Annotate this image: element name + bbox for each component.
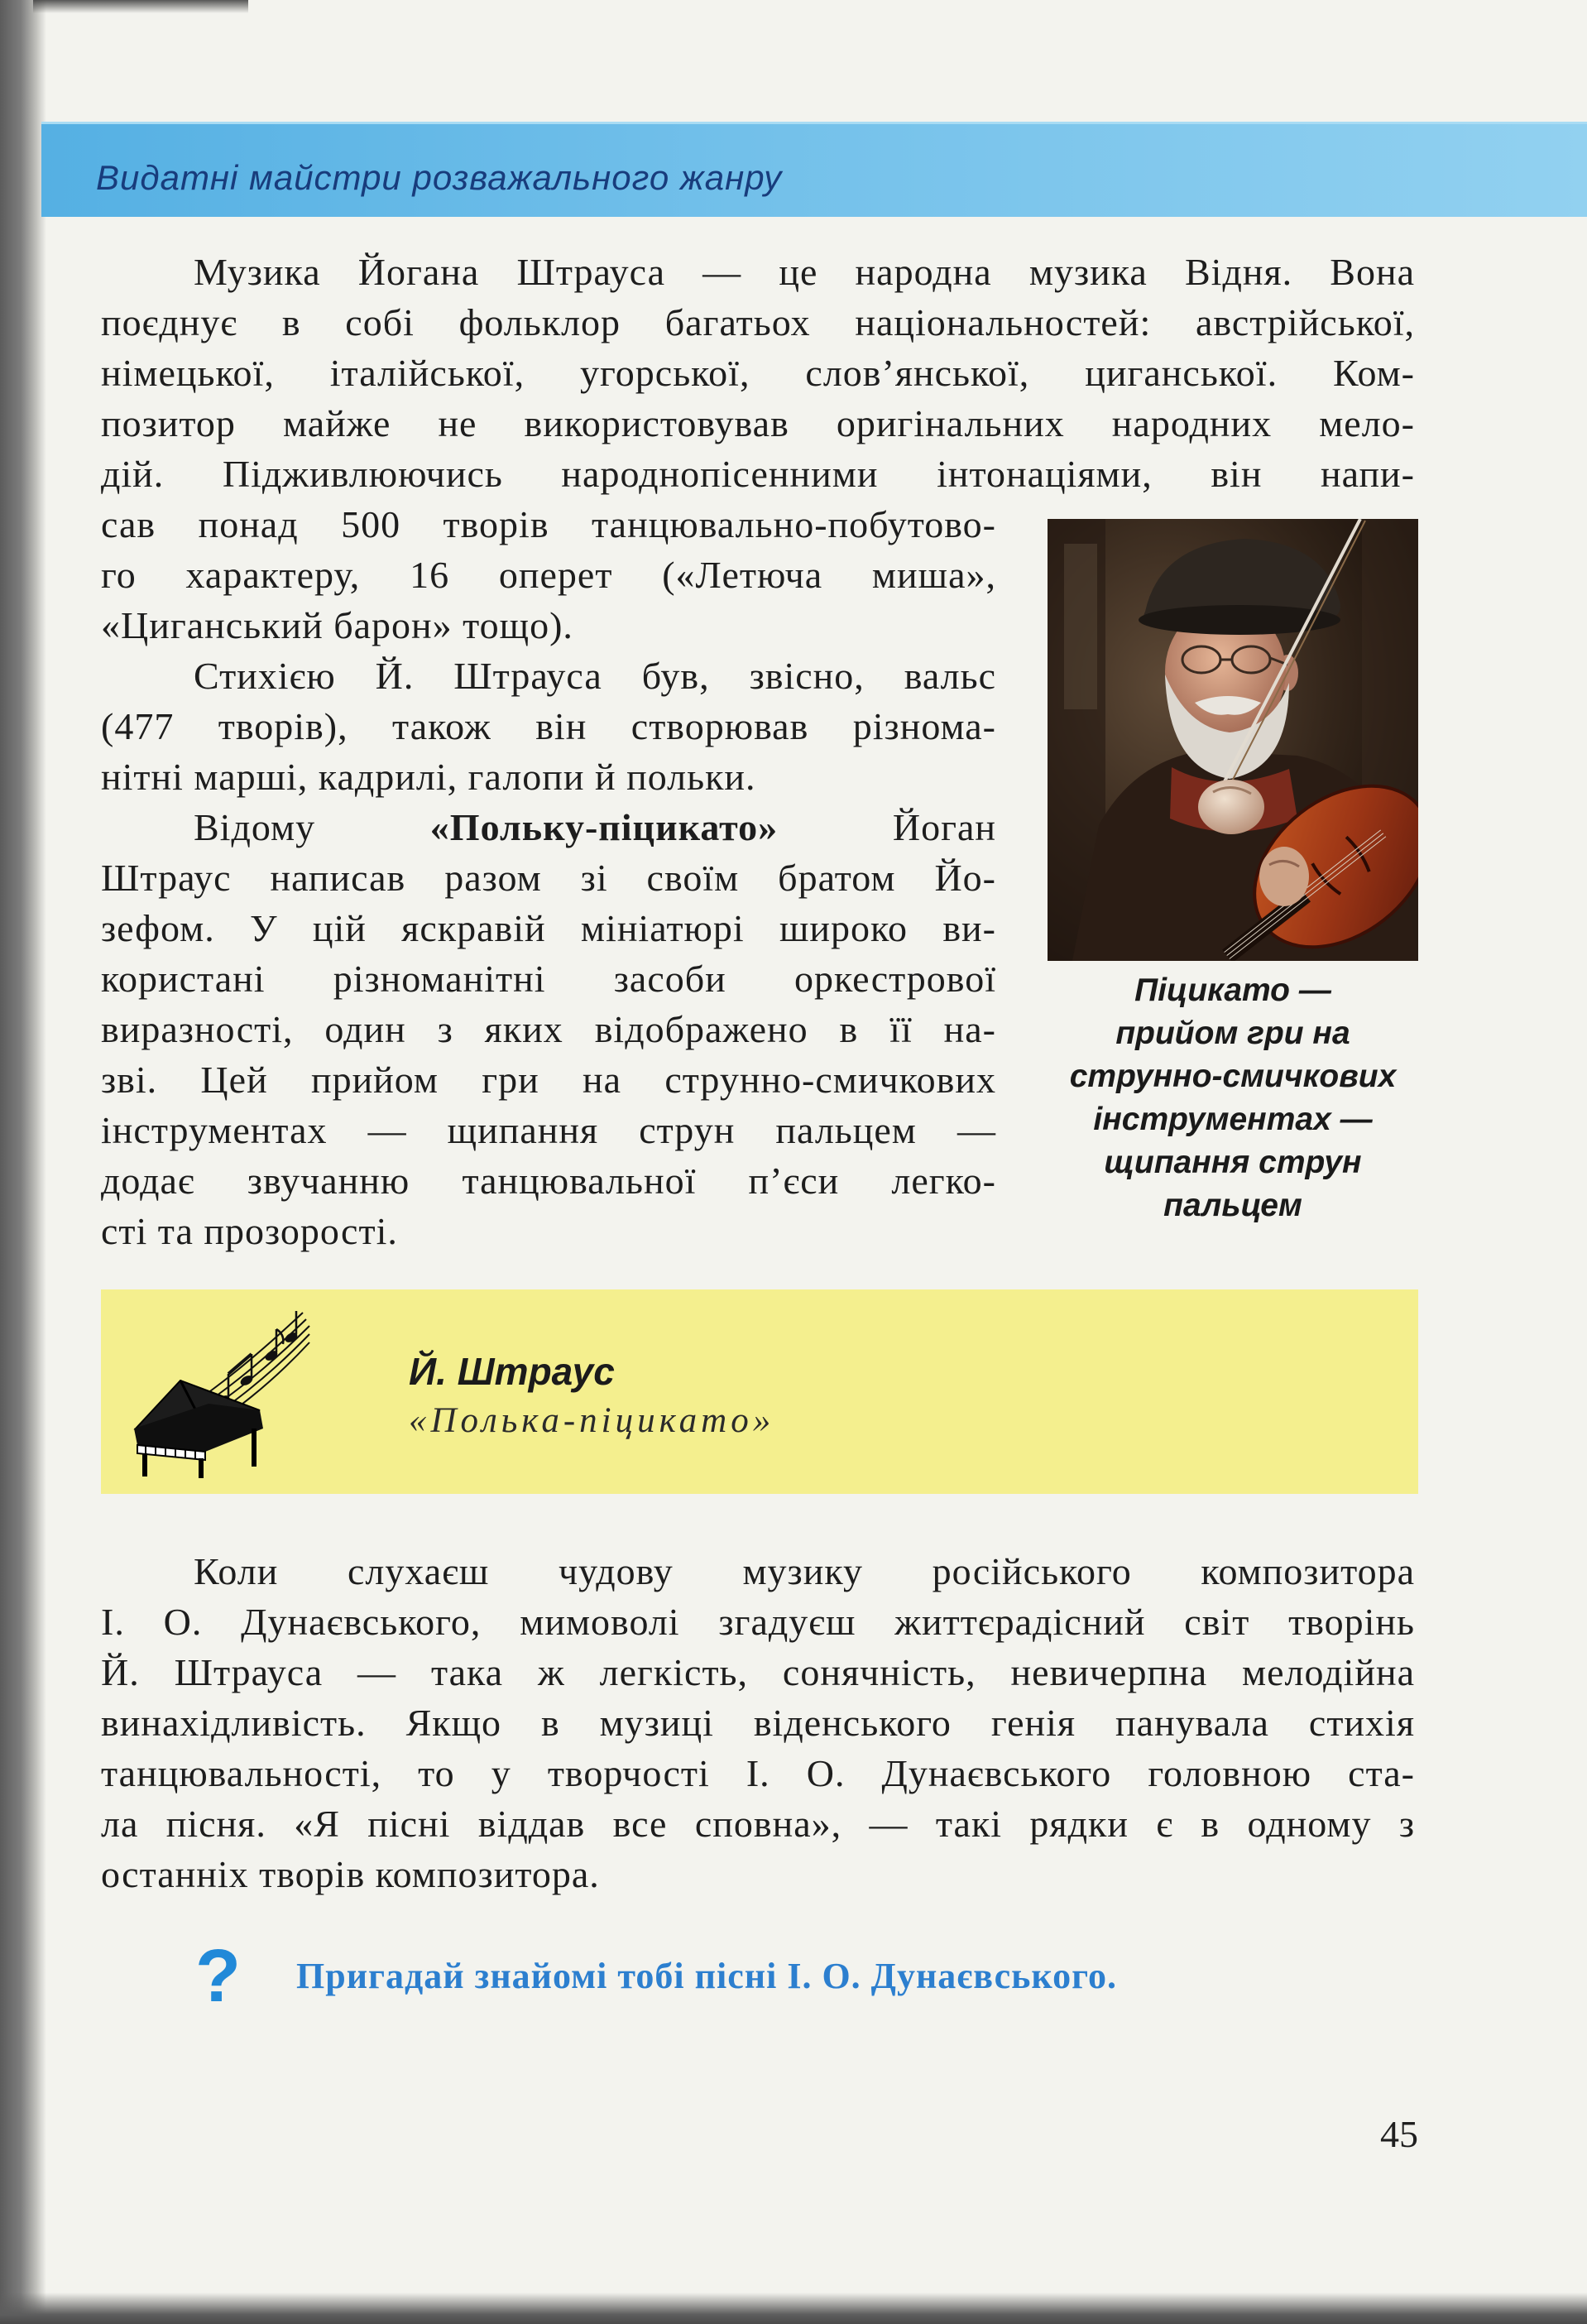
- body-text-line: виразності, один з яких відображено в її на-: [101, 1008, 996, 1050]
- body-text-line: Стихією Й. Штрауса був, звісно, вальс: [194, 655, 996, 697]
- body-text-line: позитор майже не використовував оригінальних народних мело-: [101, 402, 1415, 444]
- body-text-line: (477 творів), також він створював різнома-: [101, 705, 996, 747]
- page-top-edge: [33, 0, 248, 13]
- body-text-line: «Циганський барон» тощо).: [101, 604, 573, 646]
- body-text-line: [101, 802, 996, 852]
- body-text-line: сав понад 500 творів танцювально-побутово-: [101, 503, 996, 545]
- body-text-line: додає звучанню танцювальної п’єси легко-: [101, 1160, 996, 1202]
- text-run: Відому: [194, 806, 316, 848]
- page-number: 45: [1380, 2113, 1418, 2155]
- caption-line: пальцем: [1163, 1188, 1302, 1223]
- caption-line: інструментах —: [1093, 1102, 1373, 1137]
- violinist-photo: [1048, 519, 1418, 961]
- body-text-line: танцювальності, то у творчості І. О. Дунаєвського головною ста-: [101, 1752, 1415, 1794]
- caption-line: струнно-смичкових: [1069, 1059, 1397, 1094]
- body-text-line: поєднує в собі фольклор багатьох національностей: австрійської,: [101, 301, 1415, 343]
- body-text-line: дій. Підживлюючись народнопісенними інтонаціями, він напи-: [101, 453, 1415, 495]
- caption-line: Піцикато —: [1134, 972, 1331, 1008]
- body-text-line: нітні марші, кадрилі, галопи й польки.: [101, 756, 756, 798]
- body-text-line: І. О. Дунаєвського, мимоволі згадуєш життєрадісний світ творінь: [101, 1601, 1415, 1643]
- body-text-line: користані різноманітні засоби оркестрової: [101, 958, 996, 1000]
- caption-line: щипання струн: [1104, 1145, 1362, 1180]
- body-text-line: Штраус написав разом зі своїм братом Йо-: [101, 857, 996, 899]
- page-binding-shadow: [0, 0, 46, 2324]
- grand-piano-notes-icon: [126, 1304, 311, 1480]
- highlighted-work-title: «Польку-піцикато»: [429, 806, 779, 848]
- listening-box: [101, 1289, 1418, 1494]
- text-run: Йоган: [892, 806, 996, 848]
- body-text-line: ла пісня. «Я пісні віддав все сповна», — такі рядки є в одному з: [101, 1803, 1415, 1845]
- body-text-line: сті та прозорості.: [101, 1210, 398, 1252]
- page-bottom-edge: [0, 2293, 1587, 2324]
- body-text-line: німецької, італійської, угорської, слов’янської, циганської. Ком-: [101, 352, 1415, 394]
- text-block-dunaevsky: [101, 1546, 1415, 1899]
- question-mark-icon: ?: [195, 1935, 241, 2018]
- body-text-line: Коли слухаєш чудову музику російського композитора: [194, 1550, 1415, 1592]
- body-text-line: інструментах — щипання струн пальцем —: [101, 1109, 996, 1151]
- body-text-line: зефом. У цій яскравій мініатюрі широко ви-: [101, 907, 996, 949]
- listening-composer: Й. Штраус: [409, 1350, 615, 1393]
- section-header-title: Видатні майстри розважального жанру: [96, 158, 783, 197]
- body-text-line: Музика Йогана Штрауса — це народна музика Відня. Вона: [194, 251, 1415, 293]
- photo-caption: [1048, 969, 1418, 1227]
- question-text: Пригадай знайомі тобі пісні І. О. Дунаєвського.: [296, 1956, 1118, 1996]
- body-text-line: останніх творів композитора.: [101, 1853, 600, 1895]
- body-text-line: Й. Штрауса — така ж легкість, сонячність, невичерпна мелодійна: [101, 1651, 1415, 1693]
- listening-work-title: «Полька-піцикато»: [409, 1401, 775, 1440]
- body-text-line: винахідливість. Якщо в музиці віденського генія панувала стихія: [101, 1702, 1415, 1744]
- violinist-photo-image: [1048, 519, 1418, 961]
- caption-line: прийом гри на: [1115, 1016, 1350, 1051]
- body-text-line: зві. Цей прийом гри на струнно-смичкових: [101, 1059, 996, 1101]
- body-text-line: го характеру, 16 оперет («Летюча миша»,: [101, 554, 996, 596]
